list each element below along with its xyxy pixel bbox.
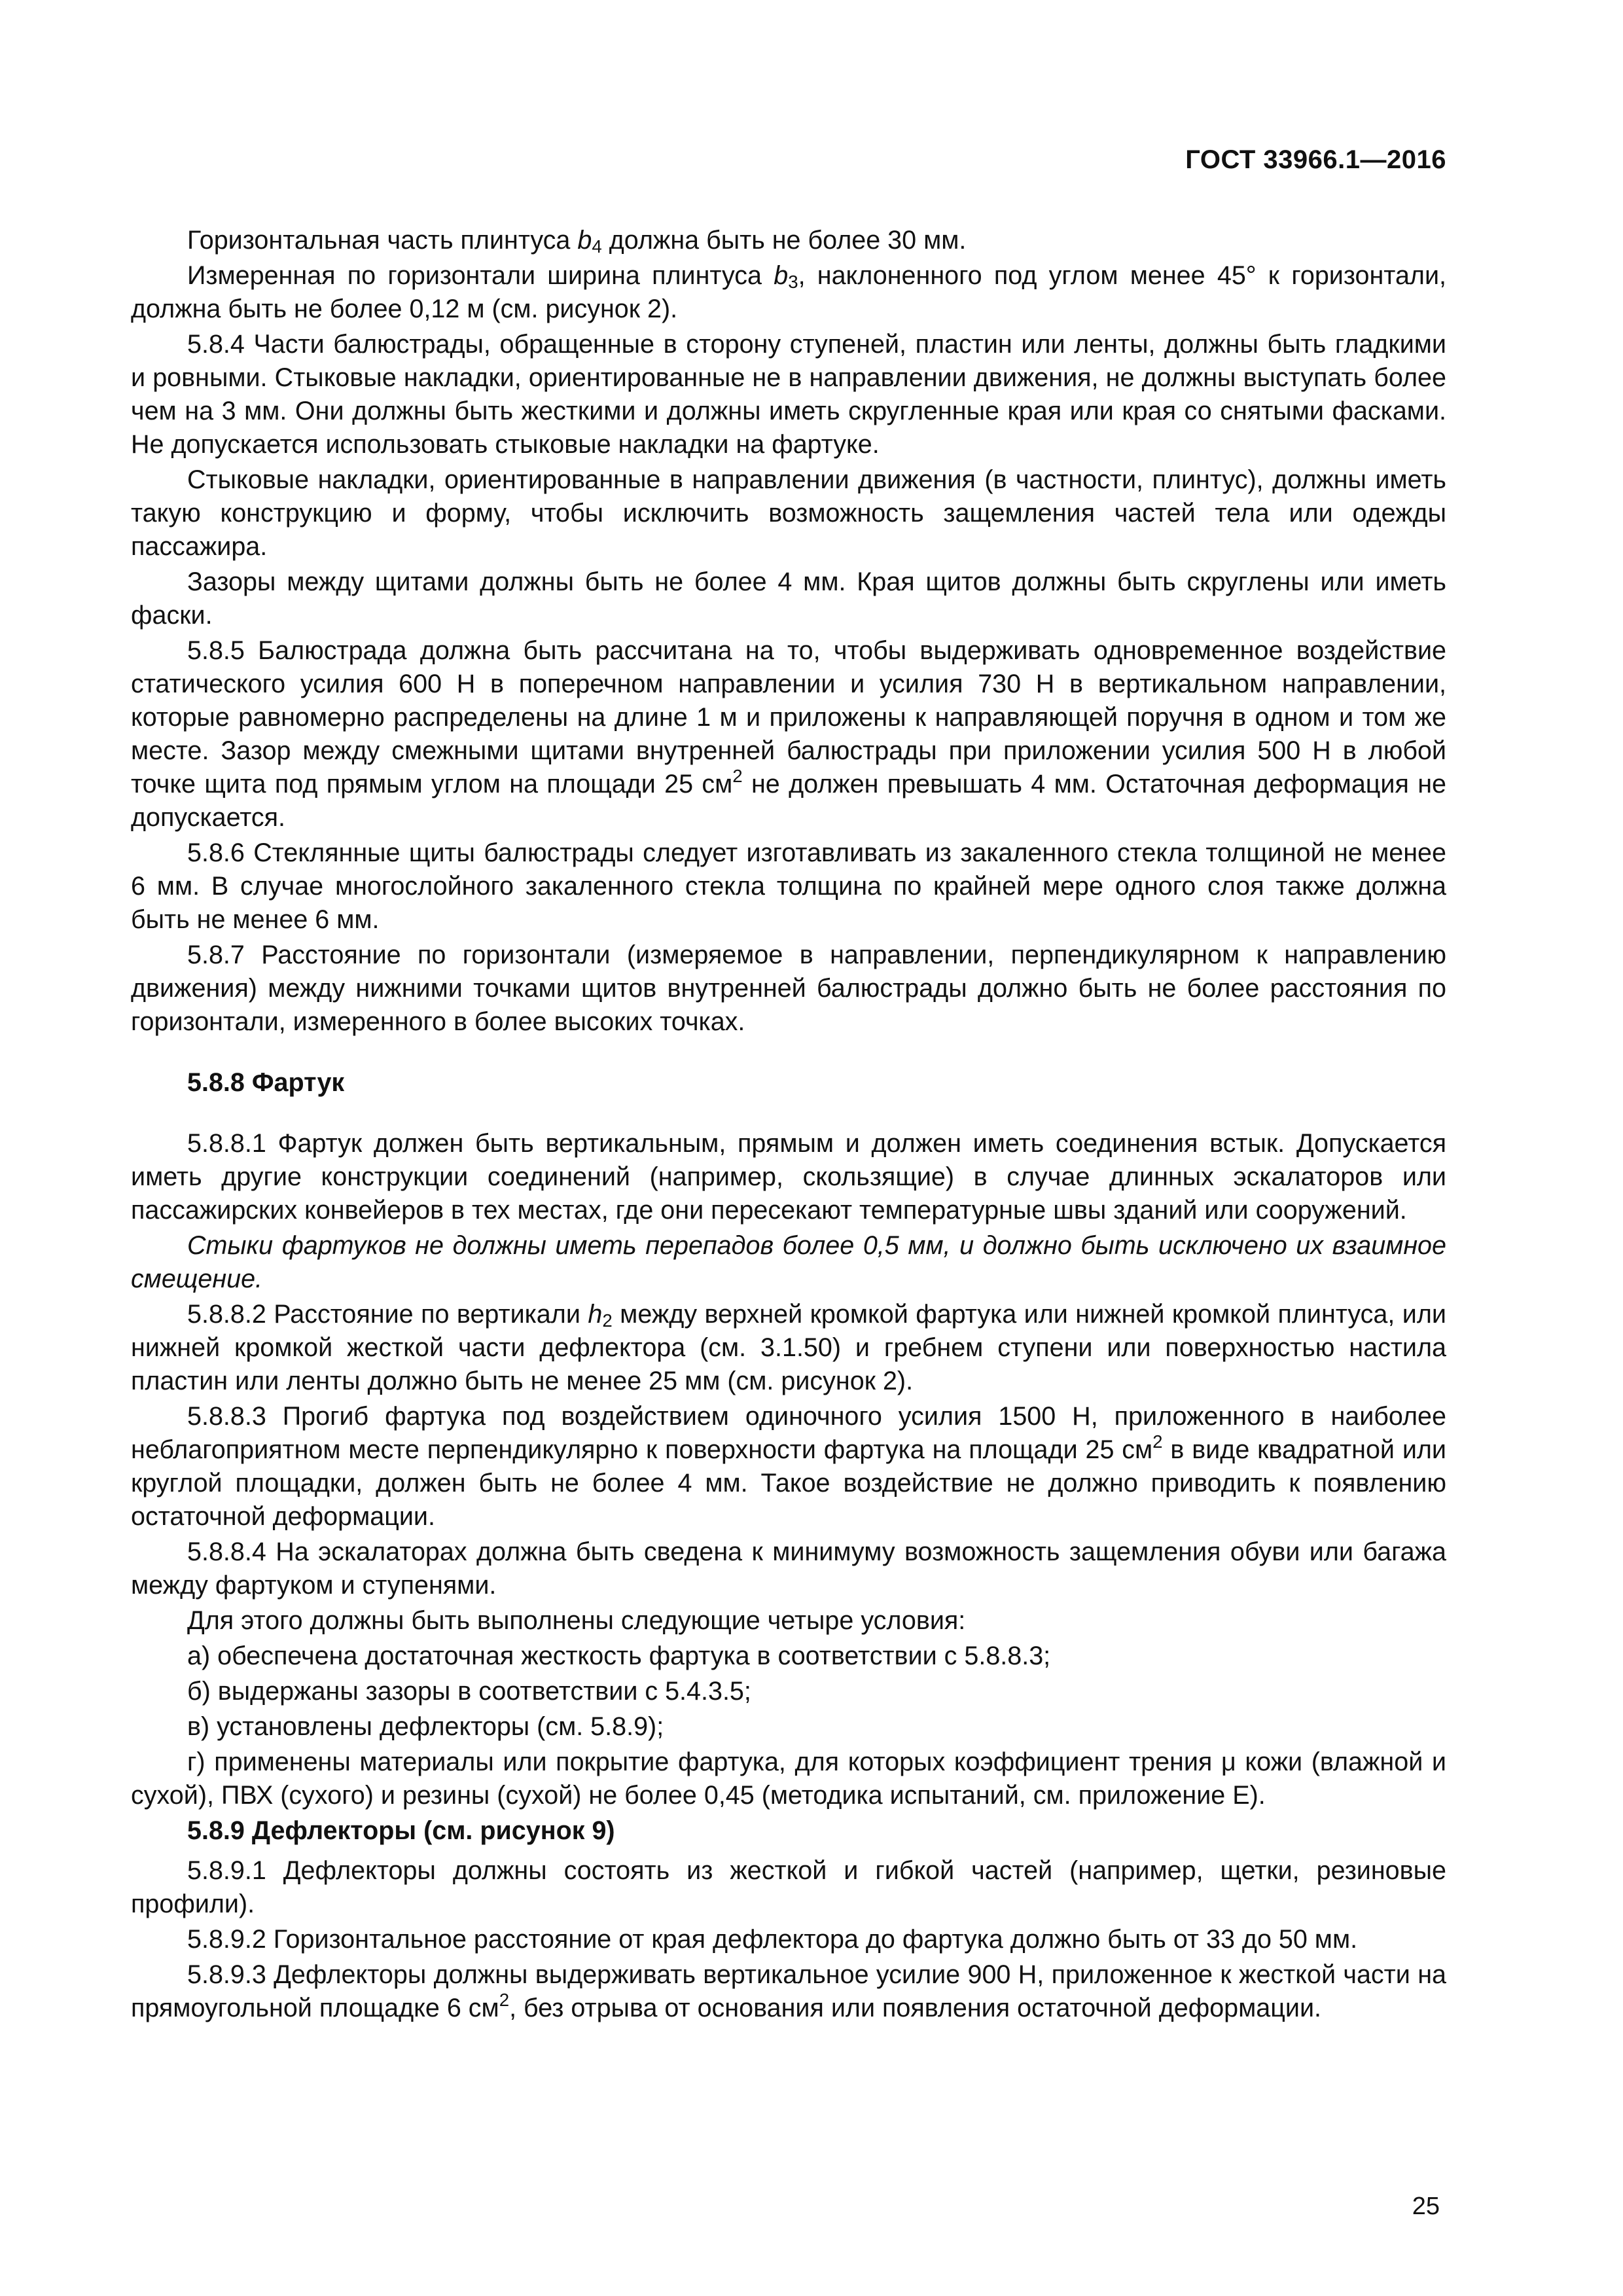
paragraph: 5.8.8.1 Фартук должен быть вертикальным, прямым и должен иметь соединения встык. Допускается иметь другие конструкции соединений (например, скользящие) в случае длинных эскалаторов или пассажирских конвейеров в тех местах, где они пересекают температурные швы зданий или сооружений. <box>131 1129 1446 1225</box>
document-body <box>131 224 1446 2027</box>
paragraph: Стыковые накладки, ориентированные в направлении движения (в частности, плинтус), должны иметь такую конструкцию и форму, чтобы исключить возможность защемления частей тела или одежды пассажира. <box>131 465 1446 561</box>
paragraph: 5.8.4 Части балюстрады, обращенные в сторону ступеней, пластин или ленты, должны быть гладкими и ровными. Стыковые накладки, ориентированные не в направлении движения, не должны выступать более чем на 3 мм. Они должны быть жесткими и должны иметь скругленные края или края со снятыми фасками. Не допускается использовать стыковые накладки на фартуке. <box>131 330 1446 459</box>
section-heading: 5.8.9 Дефлекторы (см. рисунок 9) <box>187 1816 615 1845</box>
paragraph: 5.8.9.3 Дефлекторы должны выдерживать вертикальное усилие 900 Н, приложенное к жесткой части на прямоугольной площадке 6 $см^2$, без отрыва от основания или появления остаточной деформации. <box>131 1960 1446 2022</box>
page-number: 25 <box>1412 2193 1440 2220</box>
paragraph: 5.8.8.3 Прогиб фартука под воздействием одиночного усилия 1500 Н, приложенного в наиболее неблагоприятном месте перпендикулярно к поверхности фартука на площади 25 $см^2$ в виде квадратной или круглой площадки, должен быть не более 4 мм. Такое воздействие не должно приводить к появлению остаточной деформации. <box>131 1402 1446 1531</box>
paragraph: 5.8.8.4 На эскалаторах должна быть сведена к минимуму возможность защемления обуви или багажа между фартуком и ступенями. <box>131 1537 1446 1600</box>
document-id-header: ГОСТ 33966.1—2016 <box>1185 145 1446 174</box>
paragraph: 5.8.7 Расстояние по горизонтали (измеряемое в направлении, перпендикулярном к направлению движения) между нижними точками щитов внутренней балюстрады должно быть не более расстояния по горизонтали, измеренного в более высоких точках. <box>131 941 1446 1036</box>
paragraph: 5.8.8.2 Расстояние по вертикали $h_2$ между верхней кромкой фартука или нижней кромкой плинтуса, или нижней кромкой жесткой части дефлектора (см. 3.1.50) и гребнем ступени или поверхностью настила пластин или ленты должно быть не менее 25 мм (см. рисунок 2). <box>131 1300 1446 1395</box>
paragraph: Для этого должны быть выполнены следующие четыре условия: <box>187 1606 966 1635</box>
paragraph: 5.8.6 Стеклянные щиты балюстрады следует изготавливать из закаленного стекла толщиной не менее 6 мм. В случае многослойного закаленного стекла толщина по крайней мере одного слоя также должна быть не менее 6 мм. <box>131 838 1446 934</box>
paragraph: Измеренная по горизонтали ширина плинтуса $b_3$, наклоненного под углом менее 45° к горизонтали, должна быть не более 0,12 м (см. рисунок 2). <box>131 261 1447 323</box>
list-item: б) выдержаны зазоры в соответствии с 5.4.3.5; <box>187 1677 751 1706</box>
paragraph: Горизонтальная часть плинтуса $b_4$ должна быть не более 30 мм. <box>187 226 967 257</box>
paragraph: 5.8.9.2 Горизонтальное расстояние от края дефлектора до фартука должно быть от 33 до 50 мм. <box>187 1925 1358 1954</box>
list-item: в) установлены дефлекторы (см. 5.8.9); <box>187 1712 664 1741</box>
list-item: а) обеспечена достаточная жесткость фартука в соответствии с 5.8.8.3; <box>187 1641 1051 1670</box>
list-item: г) применены материалы или покрытие фартука, для которых коэффициент трения μ кожи (влажной и сухой), ПВХ (сухого) и резины (сухой) не более 0,45 (методика испытаний, см. приложение Е). <box>131 1748 1446 1810</box>
italic-note: Стыки фартуков не должны иметь перепадов более 0,5 мм, и должно быть исключено их взаимное смещение. <box>131 1231 1446 1293</box>
paragraph: 5.8.5 Балюстрада должна быть рассчитана на то, чтобы выдерживать одновременное воздействие статического усилия 600 Н в поперечном направлении и усилия 730 Н в вертикальном направлении, которые равномерно распределены на длине 1 м и приложены к направляющей поручня в одном и том же месте. Зазор между смежными щитами внутренней балюстрады при приложении усилия 500 Н в любой точке щита под прямым углом на площади 25 $см^2$ не должен превышать 4 мм. Остаточная деформация не допускается. <box>131 636 1446 832</box>
paragraph: Зазоры между щитами должны быть не более 4 мм. Края щитов должны быть скруглены или иметь фаски. <box>131 567 1446 630</box>
section-heading: 5.8.8 Фартук <box>187 1068 345 1097</box>
paragraph: 5.8.9.1 Дефлекторы должны состоять из жесткой и гибкой частей (например, щетки, резиновые профили). <box>131 1856 1446 1918</box>
